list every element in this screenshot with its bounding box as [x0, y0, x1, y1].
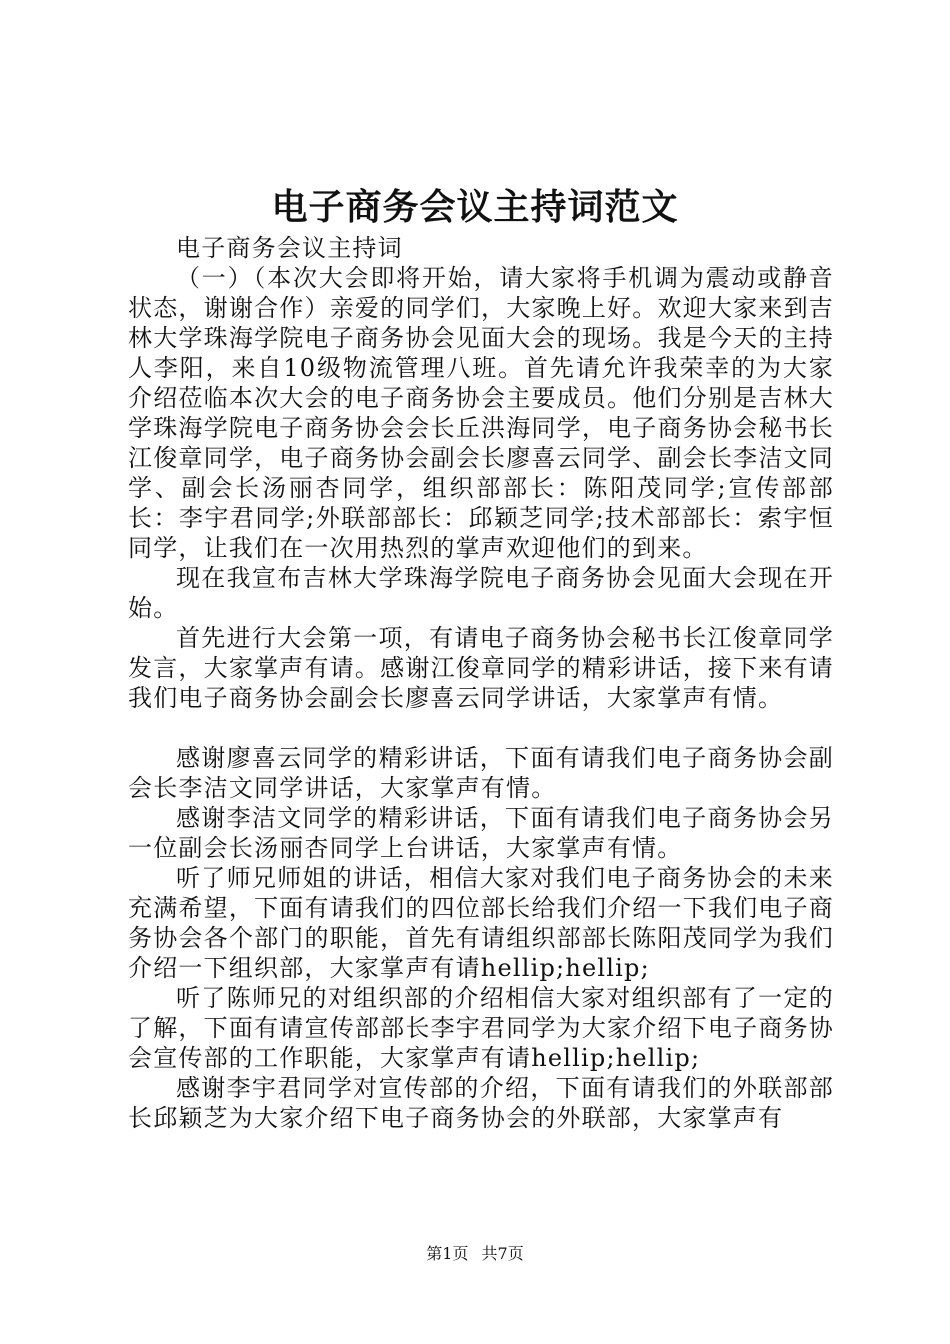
paragraph-departments: 听了师兄师姐的讲话，相信大家对我们电子商务协会的未来充满希望，下面有请我们的四位部长给我们介绍一下我们电子商务协会各个部门的职能，首先有请组织部部长陈阳茂同学为我们介绍一下组织部，大家掌声有请hellip;hellip; [128, 864, 834, 982]
paragraph-announce: 现在我宣布吉林大学珠海学院电子商务协会见面大会现在开始。 [128, 564, 834, 622]
page-total: 共7页 [481, 1244, 524, 1263]
paragraph-organization: 听了陈师兄的对组织部的介绍相信大家对组织部有了一定的了解，下面有请宣传部部长李宇君同学为大家介绍下电子商务协会宣传部的工作职能，大家掌声有请hellip;hellip; [128, 984, 834, 1072]
page-number: 第1页 [426, 1244, 469, 1263]
paragraph-publicity: 感谢李宇君同学对宣传部的介绍，下面有请我们的外联部部长邱颖芝为大家介绍下电子商务协会的外联部，大家掌声有 [128, 1074, 834, 1132]
document-title: 电子商务会议主持词范文 [271, 187, 679, 228]
paragraph-subtitle: 电子商务会议主持词 [176, 234, 403, 262]
document-body [128, 233, 834, 1133]
paragraph-opening: （一）（本次大会即将开始，请大家将手机调为震动或静音状态，谢谢合作）亲爱的同学们，大家晚上好。欢迎大家来到吉林大学珠海学院电子商务协会见面大会的现场。我是今天的主持人李阳，来自10级物流管理八班。首先请允许我荣幸的为大家介绍莅临本次大会的电子商务协会主要成员。他们分别是吉林大学珠海学院电子商务协会会长丘洪海同学，电子商务协会秘书长江俊章同学，电子商务协会副会长廖喜云同学、副会长李洁文同学、副会长汤丽杏同学，组织部部长：陈阳茂同学;宣传部部长：李宇君同学;外联部部长：邱颖芝同学;技术部部长：索宇恒同学，让我们在一次用热烈的掌声欢迎他们的到来。 [128, 264, 834, 562]
page-footer [0, 1244, 950, 1264]
paragraph-thanks-li: 感谢李洁文同学的精彩讲话，下面有请我们电子商务协会另一位副会长汤丽杏同学上台讲话，大家掌声有情。 [128, 804, 834, 862]
paragraph-first-item: 首先进行大会第一项，有请电子商务协会秘书长江俊章同学发言，大家掌声有请。感谢江俊章同学的精彩讲话，接下来有请我们电子商务协会副会长廖喜云同学讲话，大家掌声有情。 [128, 624, 834, 712]
paragraph-thanks-liao: 感谢廖喜云同学的精彩讲话，下面有请我们电子商务协会副会长李洁文同学讲话，大家掌声有情。 [128, 744, 834, 802]
